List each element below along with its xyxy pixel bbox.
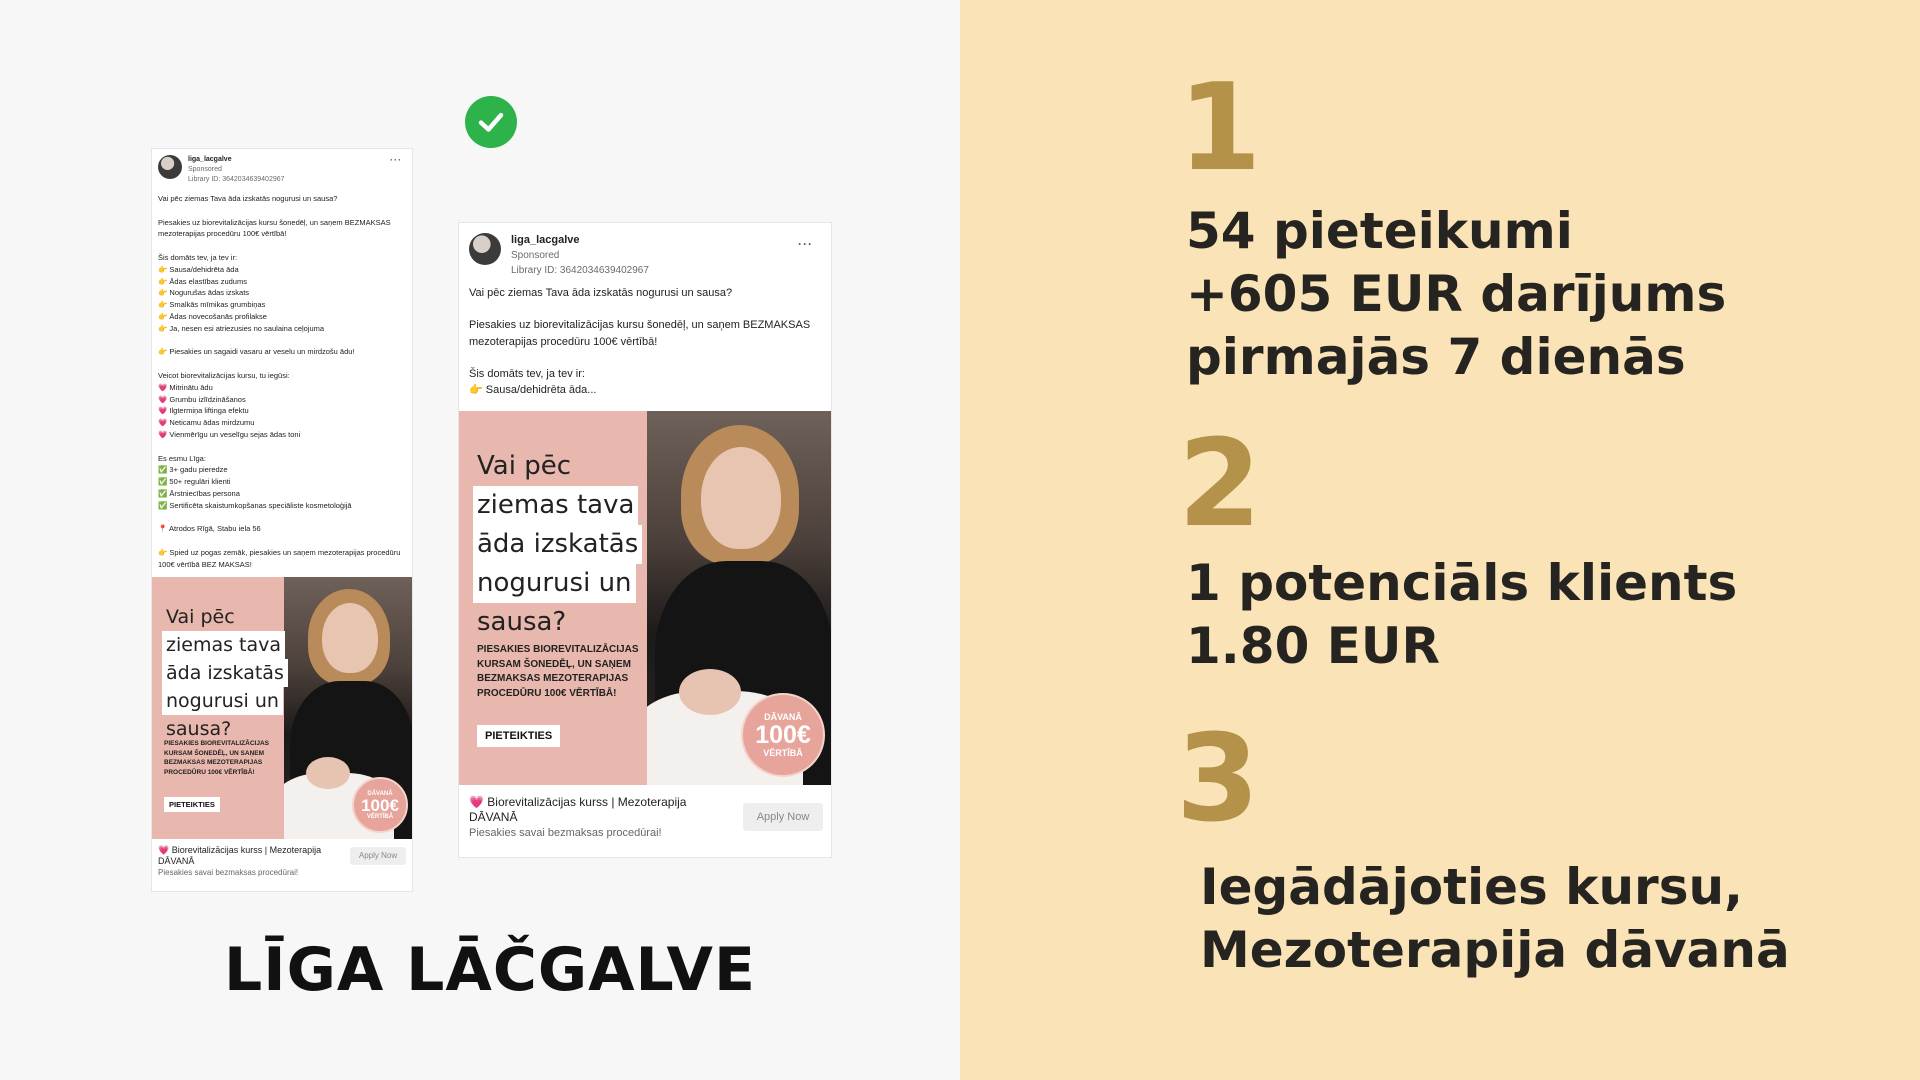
ad-description: Piesakies savai bezmaksas procedūrai!	[158, 868, 299, 877]
apply-now-button[interactable]: Apply Now	[350, 847, 406, 865]
ad-username[interactable]: liga_lacgalve	[511, 234, 580, 246]
ad-footer	[459, 785, 831, 858]
ad-username[interactable]: liga_lacgalve	[188, 156, 232, 163]
avatar[interactable]	[158, 155, 182, 179]
creative-subcaption: PIESAKIES BIOREVITALIZĀCIJAS KURSAM ŠONEDĒĻ, UN SAŅEM BEZMAKSAS MEZOTERAPIJAS PROCEDŪRU 100€ VĒRTĪBĀ!	[477, 644, 639, 699]
ad-primary-text: Vai pēc ziemas Tava āda izskatās nogurusi un sausa? Piesakies uz biorevitalizācijas kursu šonedēļ, un saņem BEZMAKSAS mezoterapijas procedūru 100€ vērtībā! Šis domāts tev, ja tev ir: 👉 Sausa/dehidrēta āda 👉 Ādas elastības zudums 👉 Nogurušas ādas izskats 👉 Smalkās mīmikas grumbiņas 👉 Ādas novecošanās profilakse 👉 Ja, nesen esi atriezusies no saulaina ceļojuma 👉 Piesakies un sagaidi vasaru ar veselu un mirdzošu ādu! Veicot biorevitalizācijas kursu, tu iegūsi: 💗 Mitrinātu ādu 💗 Grumbu izlīdzināšanos 💗 Ilgtermiņa liftinga efektu 💗 Neticamu ādas mirdzumu 💗 Vienmērīgu un veselīgu sejas ādas toni Es esmu Līga: ✅ 3+ gadu pieredze ✅ 50+ regulāri klienti ✅ Ārstniecības persona ✅ Sertificēta skaistumkopšanas speciāliste kosmetoloģijā 📍 Atrodos Rīgā, Stabu iela 56 👉 Spied uz pogas zemāk, piesakies un saņem mezoterapijas procedūru 100€ vērtībā BEZ MAKSAS!	[158, 194, 401, 569]
avatar[interactable]	[469, 233, 501, 265]
owner-name: LĪGA LĀČGALVE	[224, 935, 756, 1005]
ad-primary-text: Vai pēc ziemas Tava āda izskatās nogurusi un sausa? Piesakies uz biorevitalizācijas kursu šonedēļ, un saņem BEZMAKSAS mezoterapijas procedūru 100€ vērtībā! Šis domāts tev, ja tev ir: 👉 Sausa/dehidrēta āda...	[469, 287, 811, 397]
creative-subcaption: PIESAKIES BIOREVITALIZĀCIJAS KURSAM ŠONEDĒĻ, UN SAŅEM BEZMAKSAS MEZOTERAPIJAS PROCEDŪRU 100€ VĒRTĪBĀ!	[164, 740, 269, 776]
stat-number-2: 2	[1178, 415, 1262, 554]
ad-description: Piesakies savai bezmaksas procedūrai!	[469, 827, 662, 839]
check-circle-icon	[465, 96, 517, 148]
ad-headline[interactable]: 💗 Biorevitalizācijas kurss | Mezoterapija DĀVANĀ	[158, 845, 322, 866]
ad-footer	[152, 839, 412, 892]
creative-cta: PIETEIKTIES	[164, 797, 220, 812]
more-options-icon[interactable]: ···	[798, 237, 813, 251]
ad-creative-image[interactable]	[152, 577, 413, 839]
stat-number-1: 1	[1178, 59, 1262, 198]
sponsored-label: Sponsored	[188, 166, 222, 173]
creative-cta: PIETEIKTIES	[477, 725, 560, 747]
stat-text-2: 1 potenciāls klients 1.80 EUR	[1186, 554, 1738, 675]
gift-badge: DĀVANĀ 100€ VĒRTĪBĀ	[352, 777, 408, 833]
creative-headline: Vai pēc ziemas tava āda izskatās nogurusi un sausa?	[162, 603, 288, 743]
stat-number-3: 3	[1176, 710, 1260, 849]
ad-preview-small	[151, 148, 413, 892]
creative-headline: Vai pēc ziemas tava āda izskatās nogurusi un sausa?	[473, 447, 642, 642]
ad-creative-image[interactable]	[459, 411, 832, 785]
library-id: Library ID: 3642034639402967	[511, 265, 649, 276]
gift-badge: DĀVANĀ 100€ VĒRTĪBĀ	[741, 693, 825, 777]
ad-headline[interactable]: 💗 Biorevitalizācijas kurss | Mezoterapija DĀVANĀ	[469, 795, 687, 824]
ad-preview-large	[458, 222, 832, 858]
ad-header	[459, 223, 831, 281]
results-panel	[960, 0, 1920, 1080]
ad-header	[152, 149, 412, 189]
sponsored-label: Sponsored	[511, 250, 560, 261]
library-id: Library ID: 3642034639402967	[188, 176, 285, 183]
stat-text-1: 54 pieteikumi +605 EUR darījums pirmajās 7 dienās	[1186, 202, 1727, 386]
more-options-icon[interactable]: ···	[390, 155, 402, 165]
apply-now-button[interactable]: Apply Now	[743, 803, 823, 831]
stat-text-3: Iegādājoties kursu, Mezoterapija dāvanā	[1200, 858, 1790, 979]
